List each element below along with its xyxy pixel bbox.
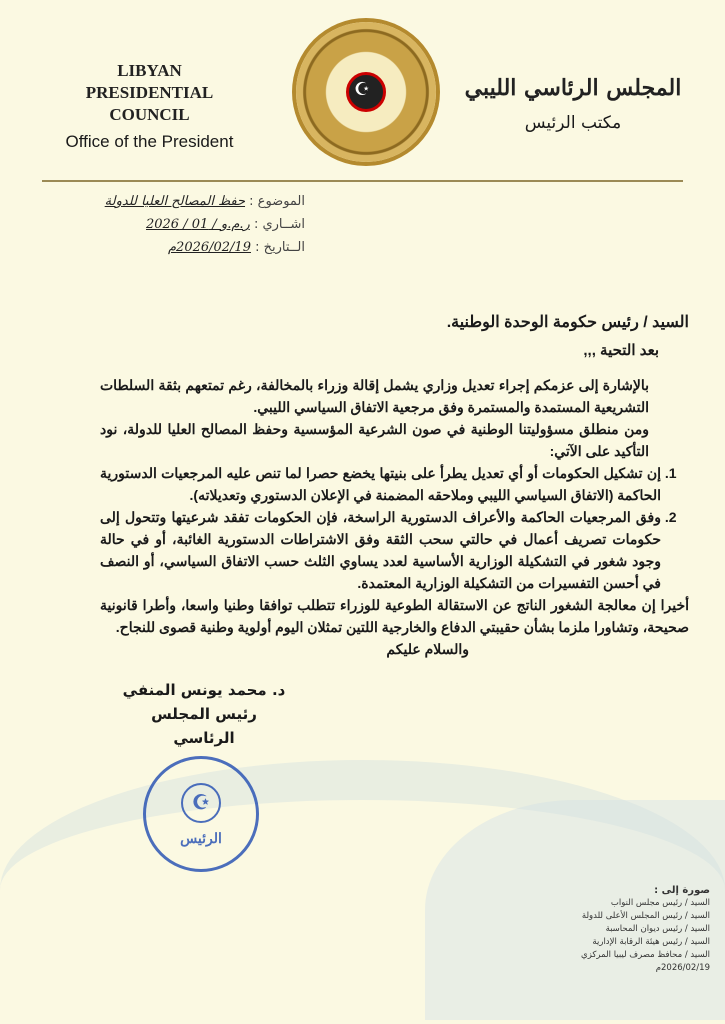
- crescent-star-icon: ☪: [354, 79, 371, 100]
- ref-label: اشــاري :: [253, 217, 305, 232]
- crescent-star-icon: ☪: [181, 783, 221, 823]
- office-name-en: Office of the President: [65, 132, 234, 151]
- paragraph-3: [100, 594, 689, 638]
- arabic-letterhead: [463, 75, 683, 133]
- date-value: 2026/02/19م: [167, 240, 251, 255]
- cc-item: السيد / رئيس المجلس الأعلى للدولة: [581, 911, 710, 921]
- paragraph-1-text: إلى عزمكم إجراء تعديل وزاري يشمل إقالة وزراء بالمخالفة، رغم تمتعهم بثقة السلطات التشريعية المستمدة والمستمرة وفق مرجعية الاتفاق السياسي الليبي.: [100, 377, 649, 415]
- letter-body: [100, 312, 689, 872]
- cc-item: السيد / محافظ مصرف ليبيا المركزي: [581, 950, 710, 960]
- office-name-ar: مكتب الرئيس: [524, 113, 622, 133]
- cc-item: السيد / رئيس مجلس النواب: [610, 898, 710, 908]
- reference-block: [45, 190, 305, 259]
- paragraph-1: [100, 374, 689, 418]
- official-stamp: [143, 756, 259, 872]
- council-name-ar: المجلس الرئاسي الليبي: [464, 75, 682, 101]
- date-label: الــتاريخ :: [255, 240, 305, 255]
- closing: والسلام عليكم: [386, 641, 469, 657]
- english-letterhead: [52, 60, 247, 152]
- cc-item: السيد / رئيس ديوان المحاسبة: [605, 924, 710, 934]
- signatory-name: د. محمد يونس المنفي: [122, 681, 286, 699]
- subject-value: حفظ المصالح العليا للدولة: [104, 194, 246, 209]
- cc-item: السيد / رئيس هيئة الرقابة الإدارية: [592, 937, 710, 947]
- signature-block: [119, 678, 289, 750]
- paragraph-1-lead: بالإشارة: [602, 377, 649, 393]
- signatory-title: رئيس المجلس الرئاسي: [151, 705, 257, 747]
- cc-list: [520, 884, 710, 975]
- header-divider: [42, 180, 683, 182]
- presidential-seal-logo: [296, 22, 436, 162]
- greeting: بعد التحية ,,,: [583, 342, 659, 359]
- paragraph-3-lead: أخيرا: [660, 597, 689, 613]
- point-1: 1. إن تشكيل الحكومات أو أي تعديل يطرأ على بنيتها يخضع حصرا لما تنص عليه المرجعيات الدستورية الحاكمة (الاتفاق السياسي الليبي وملاحقه المضمنة في الإعلان الدستوري وتعديلاته).: [100, 462, 661, 506]
- paragraph-3-text: إن معالجة الشغور الناتج عن الاستقالة الطوعية للوزراء تتطلب توافقا وطنيا واسعا، وأطرا قانونية صحيحة، وتشاورا ملزما بشأن حقيبتي الدفاع والخارجية اللتين تمثلان اليوم أولوية وطنية قصوى للنجاح.: [100, 597, 689, 635]
- ref-value: ر.م.و / 01 / 2026: [145, 217, 250, 232]
- subject-label: الموضوع :: [249, 194, 305, 209]
- council-name-en: LIBYAN PRESIDENTIAL COUNCIL: [85, 61, 214, 124]
- cc-heading: صورة إلى :: [654, 885, 710, 896]
- paragraph-2: ومن منطلق مسؤوليتنا الوطنية في صون الشرعية المؤسسية وحفظ المصالح العليا للدولة، نود التأكيد على الآتي:: [100, 421, 649, 459]
- points-list: [100, 462, 689, 594]
- stamp-text: الرئيس: [180, 830, 222, 846]
- cc-date: 2026/02/19م: [655, 963, 710, 973]
- addressee: السيد / رئيس حكومة الوحدة الوطنية.: [446, 314, 689, 331]
- point-2: 2. وفق المرجعيات الحاكمة والأعراف الدستورية الراسخة، فإن الحكومات تفقد شرعيتها وتتحول إلى حكومات تصريف أعمال في حالتي سحب الثقة وفق الاشتراطات الدستورية الغائبة، أو في حالة وجود شغور في التشكيلة الوزارية الأساسية لعدد يساوي الثلث حسب الاتفاق السياسي، أو النصف في أحسن التفسيرات من التشكيلة الوزارية المعتمدة.: [100, 506, 661, 594]
